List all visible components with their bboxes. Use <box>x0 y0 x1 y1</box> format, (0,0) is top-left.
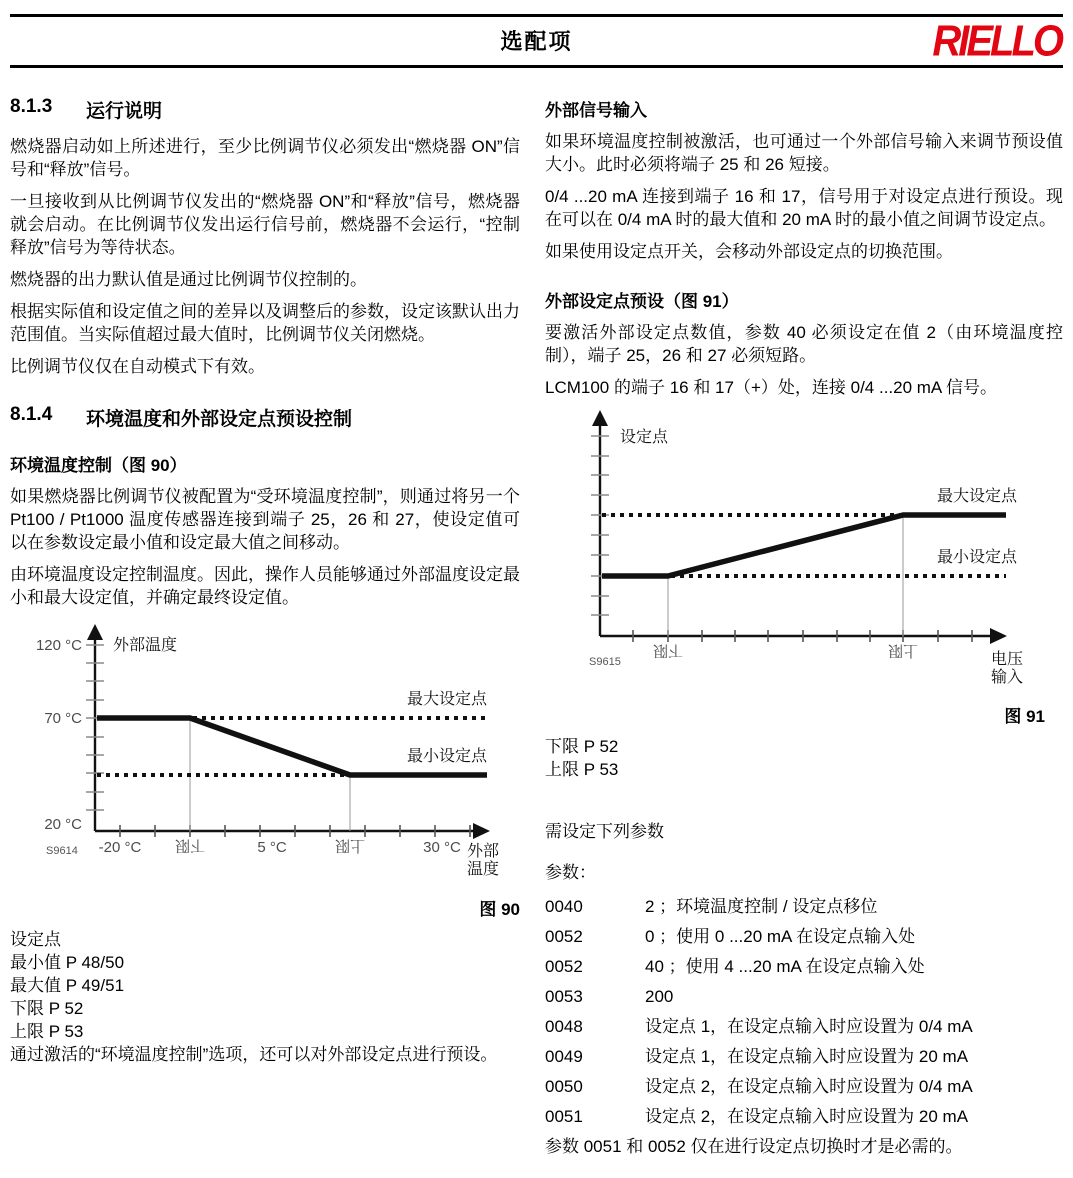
y-axis-arrow-icon <box>87 624 103 640</box>
parameter-row <box>545 1105 1063 1128</box>
external-setpoint-heading: 外部设定点预设（图 91） <box>545 292 739 311</box>
x-tick-label-lower-limit-rotated: 下限 <box>174 837 206 854</box>
ambient-control-heading: 环境温度控制（图 90） <box>10 456 187 475</box>
parameter-row <box>545 1075 1063 1098</box>
min-setpoint-label: 最小设定点 <box>936 549 1017 566</box>
paragraph: 燃烧器的出力默认值是通过比例调节仪控制的。 <box>10 270 367 289</box>
figure-source-code: S9615 <box>589 656 621 668</box>
max-setpoint-label: 最大设定点 <box>406 691 487 708</box>
figure-90-caption: 图 90 <box>479 900 520 919</box>
manual-page <box>0 14 1073 1158</box>
paragraph: 根据实际值和设定值之间的差异以及调整后的参数，设定该默认出力范围值。当实际值超过最大值时，比例调节仪关闭燃烧。 <box>10 302 520 344</box>
header-bottom-rule <box>10 65 1063 68</box>
parameter-code: 0051 <box>545 1107 583 1126</box>
parameter-code: 0052 <box>545 957 583 976</box>
right-column <box>545 96 1063 1158</box>
note-line: 下限 P 52 <box>545 737 619 756</box>
parameter-value: 设定点 2，在设定点输入时应设置为 20 mA <box>645 1107 969 1126</box>
parameter-row <box>545 1045 1063 1068</box>
parameter-code: 0040 <box>545 897 583 916</box>
paragraph: 如果燃烧器比例调节仪被配置为“受环境温度控制”，则通过将另一个 Pt100 / Pt1000 温度传感器连接到端子 25，26 和 27，使设定值可以在参数设定最小值和设定最大值之间移动。 <box>10 487 520 552</box>
parameter-code: 0053 <box>545 987 583 1006</box>
paragraph: 0/4 ...20 mA 连接到端子 16 和 17，信号用于对设定点进行预设。现在可以在 0/4 mA 时的最大值和 20 mA 时的最小值之间调节设定点。 <box>545 187 1063 229</box>
parameter-code: 0049 <box>545 1047 583 1066</box>
parameter-row <box>545 955 1063 978</box>
left-column <box>10 96 520 1158</box>
parameters-label: 参数： <box>545 863 596 882</box>
y-tick-label: 120 °C <box>35 637 82 654</box>
x-tick-label-lower-limit-rotated: 下限 <box>652 642 684 659</box>
parameters-note: 参数 0051 和 0052 仅在进行设定点切换时才是必需的。 <box>545 1137 963 1156</box>
content-columns <box>10 96 1063 1158</box>
paragraph: 如果环境温度控制被激活，也可通过一个外部信号输入来调节预设值大小。此时必须将端子 25 和 26 短接。 <box>545 132 1063 174</box>
parameter-value: 40 ；使用 4 ...20 mA 在设定点输入处 <box>645 957 925 976</box>
setpoint-curve <box>602 515 1006 576</box>
paragraph: 比例调节仪仅在自动模式下有效。 <box>10 357 265 376</box>
paragraph: 一旦接收到从比例调节仪发出的“燃烧器 ON”和“释放”信号，燃烧器就会启动。在比例调节仪发出运行信号前，燃烧器不会运行，“控制释放”信号为等待状态。 <box>10 192 520 257</box>
section-heading-814 <box>10 404 520 431</box>
x-axis-title-line2: 温度 <box>466 861 499 878</box>
paragraph: 要激活外部设定点数值，参数 40 必须设定在值 2（由环境温度控制），端子 25，26 和 27 必须短路。 <box>545 323 1063 365</box>
note-line: 最小值 P 48/50 <box>10 953 125 972</box>
note-line: 设定点 <box>10 930 61 949</box>
page-header <box>10 17 1063 65</box>
parameter-row <box>545 895 1063 918</box>
figure-90-svg <box>10 623 520 889</box>
parameter-code: 0052 <box>545 927 583 946</box>
parameter-value: 0 ；使用 0 ...20 mA 在设定点输入处 <box>645 927 916 946</box>
x-axis-title-line1: 电压 <box>990 651 1023 668</box>
y-tick-label: 70 °C <box>44 710 82 727</box>
x-tick-label: 5 °C <box>257 839 287 856</box>
note-line: 上限 P 53 <box>545 760 619 779</box>
section-number: 8.1.4 <box>10 404 53 425</box>
parameter-value: 设定点 1，在设定点输入时应设置为 0/4 mA <box>645 1017 973 1036</box>
parameter-code: 0050 <box>545 1077 583 1096</box>
x-tick-label-upper-limit-rotated: 上限 <box>887 642 919 659</box>
figure-90-notes <box>10 928 520 1043</box>
section-heading-813 <box>10 96 520 123</box>
figure-91-svg <box>545 408 1063 696</box>
parameter-code: 0048 <box>545 1017 583 1036</box>
parameter-value: 设定点 1，在设定点输入时应设置为 20 mA <box>645 1047 969 1066</box>
page-title: 选配项 <box>500 29 573 54</box>
paragraph: 如果使用设定点开关，会移动外部设定点的切换范围。 <box>545 242 953 261</box>
closing-paragraph: 通过激活的“环境温度控制”选项，还可以对外部设定点进行预设。 <box>10 1045 498 1064</box>
x-axis-title-line2: 输入 <box>990 669 1023 686</box>
parameter-row <box>545 985 1063 1008</box>
parameters-intro: 需设定下列参数 <box>545 822 664 841</box>
x-tick-label-upper-limit-rotated: 上限 <box>334 837 366 854</box>
paragraph: 燃烧器启动如上所述进行，至少比例调节仪必须发出“燃烧器 ON”信号和“释放”信号。 <box>10 137 520 179</box>
figure-source-code: S9614 <box>46 845 78 857</box>
y-tick-label: 20 °C <box>44 816 82 833</box>
x-axis-title-line1: 外部 <box>466 843 499 860</box>
parameter-row <box>545 925 1063 948</box>
note-line: 下限 P 52 <box>10 999 84 1018</box>
paragraph: 由环境温度设定控制温度。因此，操作人员能够通过外部温度设定最小和最大设定值，并确定最终设定值。 <box>10 565 520 607</box>
riello-logo: RIELLO <box>932 16 1061 66</box>
min-setpoint-label: 最小设定点 <box>406 748 487 765</box>
figure-91-chart <box>545 408 1063 696</box>
parameter-value: 设定点 2，在设定点输入时应设置为 0/4 mA <box>645 1077 973 1096</box>
parameters-list <box>545 895 1063 1128</box>
section-title: 环境温度和外部设定点预设控制 <box>86 409 353 430</box>
parameter-value: 200 <box>645 987 674 1006</box>
x-axis-arrow-icon <box>990 628 1007 644</box>
y-axis-title: 外部温度 <box>113 637 178 654</box>
section-number: 8.1.3 <box>10 96 53 117</box>
note-line: 上限 P 53 <box>10 1022 84 1041</box>
max-setpoint-label: 最大设定点 <box>936 488 1017 505</box>
figure-91-caption: 图 91 <box>1004 707 1045 726</box>
y-axis-title: 设定点 <box>620 429 669 446</box>
parameter-row <box>545 1015 1063 1038</box>
paragraph: LCM100 的端子 16 和 17（+）处，连接 0/4 ...20 mA 信号。 <box>545 378 998 397</box>
x-tick-label: 30 °C <box>423 839 461 856</box>
x-tick-label: -20 °C <box>98 839 142 856</box>
parameter-value: 2 ；环境温度控制 / 设定点移位 <box>645 897 878 916</box>
external-signal-heading: 外部信号输入 <box>545 101 647 120</box>
figure-90-chart <box>10 623 520 889</box>
setpoint-curve <box>97 718 487 775</box>
x-axis-arrow-icon <box>473 823 490 839</box>
figure-91-notes <box>545 735 1063 781</box>
y-axis-arrow-icon <box>592 410 608 426</box>
note-line: 最大值 P 49/51 <box>10 976 125 995</box>
section-title: 运行说明 <box>86 101 163 122</box>
